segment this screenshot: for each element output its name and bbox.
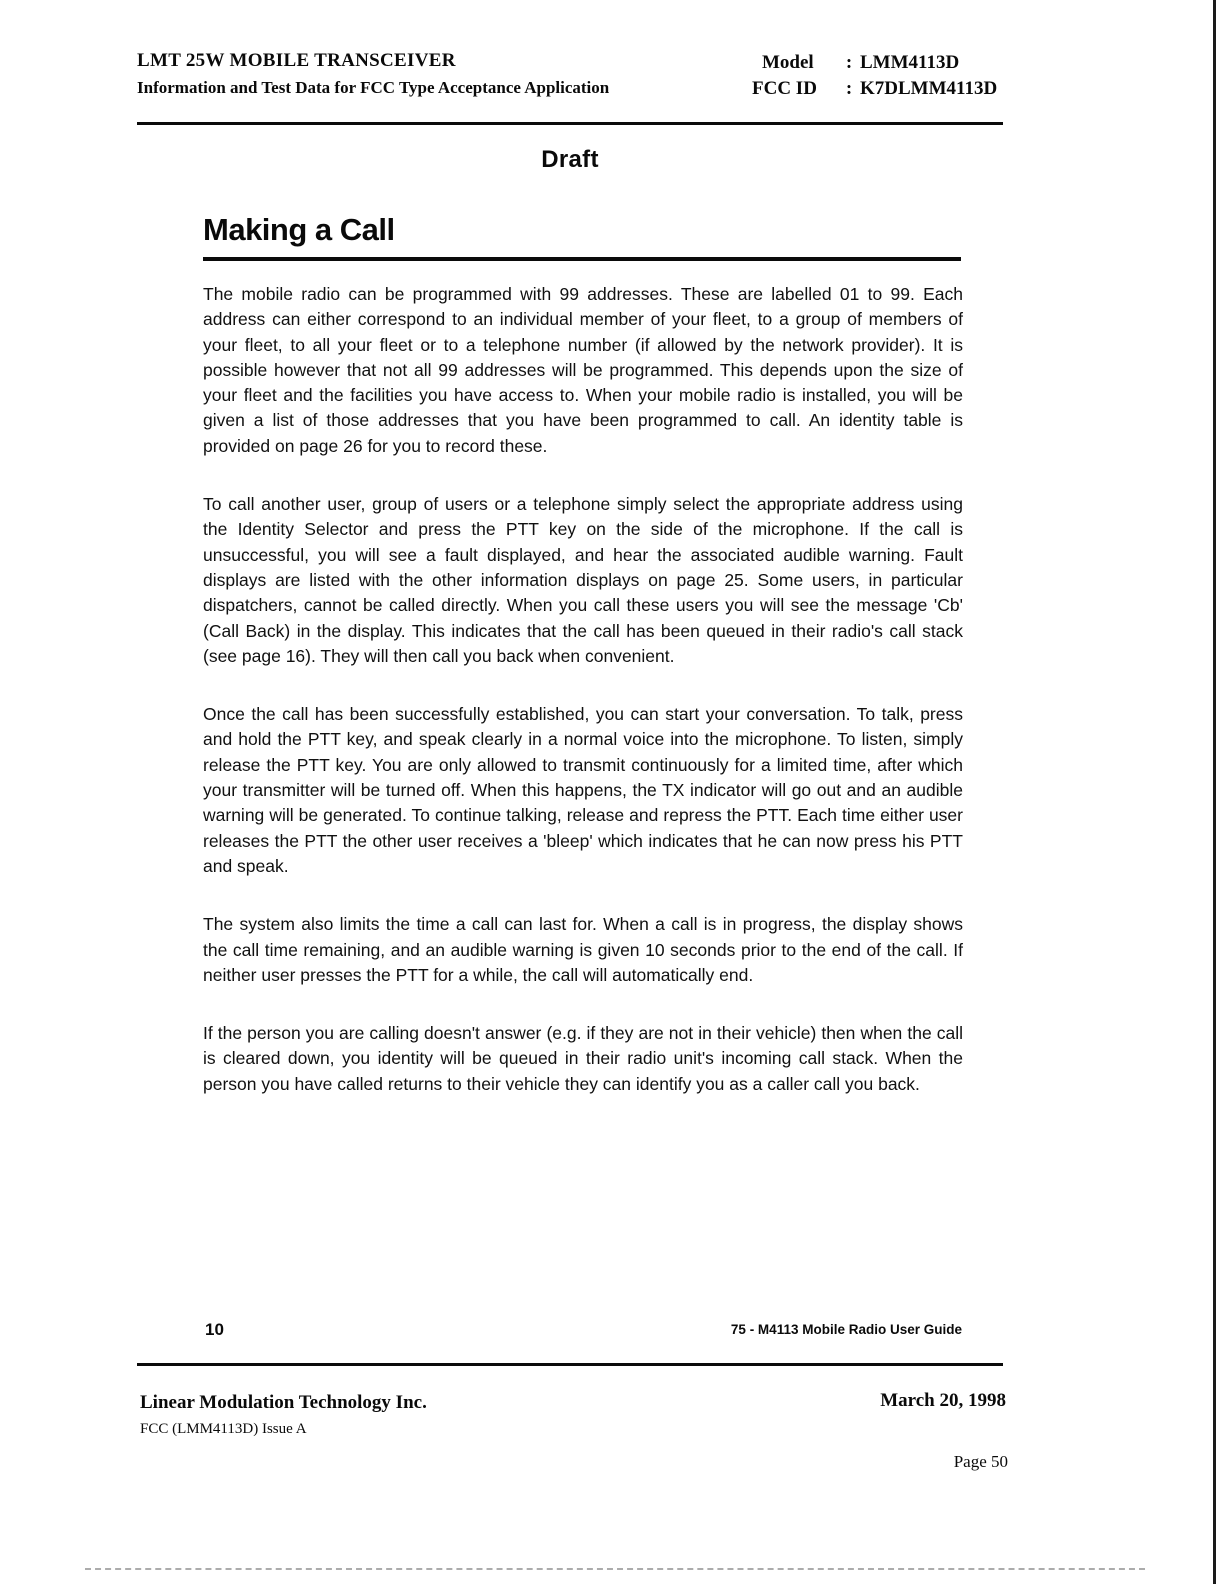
document-header-right: [752, 52, 1008, 104]
paragraph-3: Once the call has been successfully established, you can start your conversation. To talk, press and hold the PTT key, and speak clearly in a normal voice into the microphone. To listen, simply release the PTT key. You are only allowed to transmit continuously for a limited time, after which your transmitter will be turned off. When this happens, the TX indicator will go out and an audible warning will be generated. To continue talking, release and repress the PTT. Each time either user releases the PTT the other user receives a 'bleep' which indicates that he can now press his PTT and speak.: [203, 704, 963, 876]
scan-artifact-right-edge: [1213, 0, 1216, 1584]
paragraph-4: The system also limits the time a call can last for. When a call is in progress, the display shows the call time remaining, and an audible warning is given 10 seconds prior to the end of the call. If neither user presses the PTT for a while, the call will automatically end.: [203, 914, 963, 985]
guide-reference: 75 - M4113 Mobile Radio User Guide: [730, 1322, 962, 1337]
document-title: LMT 25W MOBILE TRANSCEIVER: [137, 50, 456, 71]
fcc-id-colon: :: [845, 78, 853, 99]
filing-page-label: Page 50: [953, 1452, 1008, 1471]
issue-label: FCC (LMM4113D) Issue A: [140, 1421, 307, 1437]
model-colon: :: [845, 52, 853, 73]
draft-watermark-label: Draft: [541, 146, 599, 173]
fcc-id-label: FCC ID: [752, 78, 817, 99]
section-title: Making a Call: [203, 212, 395, 247]
model-row: [752, 52, 1008, 74]
document-date: March 20, 1998: [880, 1390, 1006, 1411]
footer-divider-rule: [137, 1363, 1003, 1366]
model-label: Model: [762, 52, 814, 73]
fcc-id-row: [752, 78, 1008, 100]
document-header-left: [137, 50, 609, 98]
page-number: 10: [205, 1320, 224, 1339]
model-value: LMM4113D: [860, 52, 960, 73]
scan-artifact-bottom-line: [85, 1568, 1145, 1570]
paragraph-2: To call another user, group of users or a telephone simply select the appropriate address using the Identity Selector and press the PTT key on the side of the microphone. If the call is unsuccessful, you will see a fault displayed, and hear the associated audible warning. Fault displays are listed with the other information displays on page 25. Some users, in particular dispatchers, cannot be called directly. When you call these users you will see the message 'Cb' (Call Back) in the display. This indicates that the call has been queued in their radio's call stack (see page 16). They will then call you back when convenient.: [203, 494, 963, 666]
header-divider-rule: [137, 122, 1003, 125]
fcc-id-value: K7DLMM4113D: [860, 78, 998, 99]
company-name: Linear Modulation Technology Inc.: [140, 1392, 427, 1413]
section-heading: [203, 212, 961, 261]
paragraph-1: The mobile radio can be programmed with 99 addresses. These are labelled 01 to 99. Each address can either correspond to an individual member of your fleet, to a group of members of your fleet, to all your fleet or to a telephone number (if allowed by the network provider). It is possible however that not all 99 addresses will be programmed. This depends upon the size of your fleet and the facilities you have access to. When your mobile radio is installed, you will be given a list of those addresses that you have been programmed to call. An identity table is provided on page 26 for you to record these.: [203, 284, 963, 456]
document-subtitle: Information and Test Data for FCC Type Acceptance Application: [137, 78, 610, 97]
paragraph-5: If the person you are calling doesn't answer (e.g. if they are not in their vehicle) then when the call is cleared down, you identity will be queued in their radio unit's incoming call stack. When the person you have called returns to their vehicle they can identify you as a caller call you back.: [203, 1023, 963, 1094]
body-text: [203, 282, 963, 1130]
